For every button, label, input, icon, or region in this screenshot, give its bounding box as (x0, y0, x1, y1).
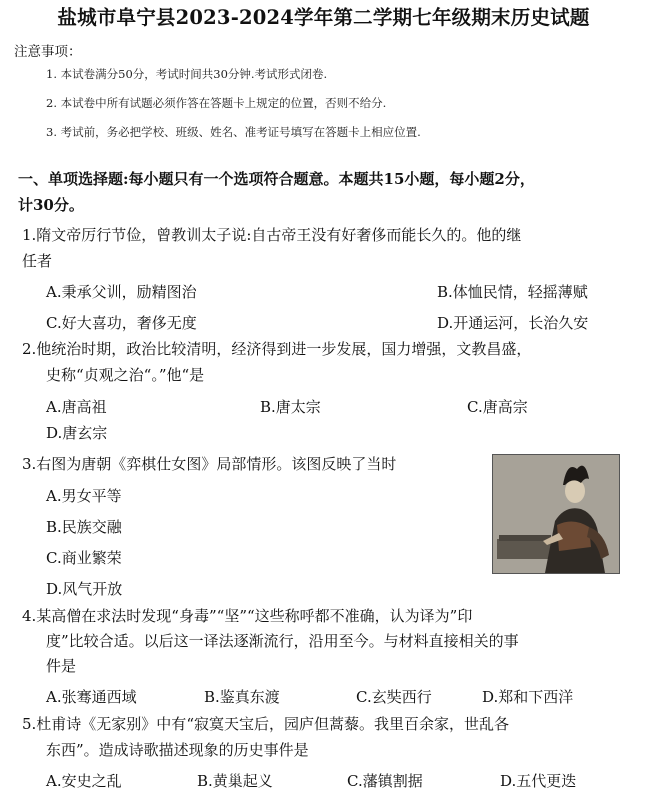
exam-title: 盐城市阜宁县2023-2024学年第二学期七年级期末历史试题 (57, 6, 590, 29)
question-2-option-a[interactable]: A.唐高祖 (46, 398, 107, 416)
question-5-stem-cont: 东西”。造成诗歌描述现象的历史事件是 (46, 741, 309, 759)
notice-heading: 注意事项： (14, 44, 82, 60)
question-2-option-b[interactable]: B.唐太宗 (260, 398, 321, 416)
question-2-option-c[interactable]: C.唐高宗 (467, 398, 528, 416)
question-4-option-c[interactable]: C.玄奘西行 (356, 688, 432, 706)
painting-image (492, 454, 620, 574)
question-5-option-d[interactable]: D.五代更迭 (500, 772, 577, 790)
question-3-stem: 3.右图为唐朝《弈棋仕女图》局部情形。该图反映了当时 (22, 455, 397, 473)
question-3-option-b[interactable]: B.民族交融 (46, 518, 122, 536)
question-4-stem: 4.某高僧在求法时发现“身毒”“坚”“这些称呼都不准确，认为译为”印 (22, 607, 473, 625)
notice-item: 3. 考试前，务必把学校、班级、姓名、准考证号填写在答题卡上相应位置. (46, 125, 421, 139)
question-2-stem-cont: 史称“贞观之治“。”他“是 (46, 366, 205, 384)
question-1-option-b[interactable]: B.体恤民情，轻摇薄赋 (437, 283, 588, 301)
question-5-option-a[interactable]: A.安史之乱 (46, 772, 122, 790)
question-4-option-b[interactable]: B.鉴真东渡 (204, 688, 280, 706)
question-3-option-a[interactable]: A.男女平等 (46, 487, 122, 505)
question-1-option-a[interactable]: A.秉承父训，励精图治 (46, 283, 197, 301)
court-lady-figure (493, 455, 619, 573)
question-5-stem: 5.杜甫诗《无家别》中有“寂寞天宝后，园庐但蒿藜。我里百余家，世乱各 (22, 715, 509, 733)
question-5-option-c[interactable]: C.藩镇割据 (347, 772, 423, 790)
question-5-option-b[interactable]: B.黄巢起义 (197, 772, 273, 790)
question-4-stem-cont: 件是 (46, 657, 77, 675)
question-1-stem-cont: 任者 (22, 252, 53, 270)
question-3-option-d[interactable]: D.风气开放 (46, 580, 123, 598)
section-heading-cont: 计30分。 (18, 196, 84, 214)
notice-item: 2. 本试卷中所有试题必须作答在答题卡上规定的位置，否则不给分. (46, 96, 387, 110)
question-1-option-c[interactable]: C.好大喜功，奢侈无度 (46, 314, 197, 332)
question-1-option-d[interactable]: D.开通运河，长治久安 (437, 314, 589, 332)
question-1-stem: 1.隋文帝厉行节俭，曾教训太子说:自古帝王没有好奢侈而能长久的。他的继 (22, 226, 522, 244)
question-3-option-c[interactable]: C.商业繁荣 (46, 549, 122, 567)
question-4-stem-cont: 度”比较合适。以后这一译法逐渐流行，沿用至今。与材料直接相关的事 (46, 632, 519, 650)
question-4-option-d[interactable]: D.郑和下西洋 (482, 688, 574, 706)
question-4-option-a[interactable]: A.张骞通西域 (46, 688, 137, 706)
question-2-stem: 2.他统治时期，政治比较清明，经济得到进一步发展，国力增强，文教昌盛， (22, 340, 532, 358)
section-heading: 一、单项选择题:每小题只有一个选项符合题意。本题共15小题，每小题2分， (18, 170, 535, 188)
question-2-option-d[interactable]: D.唐玄宗 (46, 424, 108, 442)
notice-item: 1. 本试卷满分50分，考试时间共30分钟.考试形式闭卷. (46, 67, 328, 81)
